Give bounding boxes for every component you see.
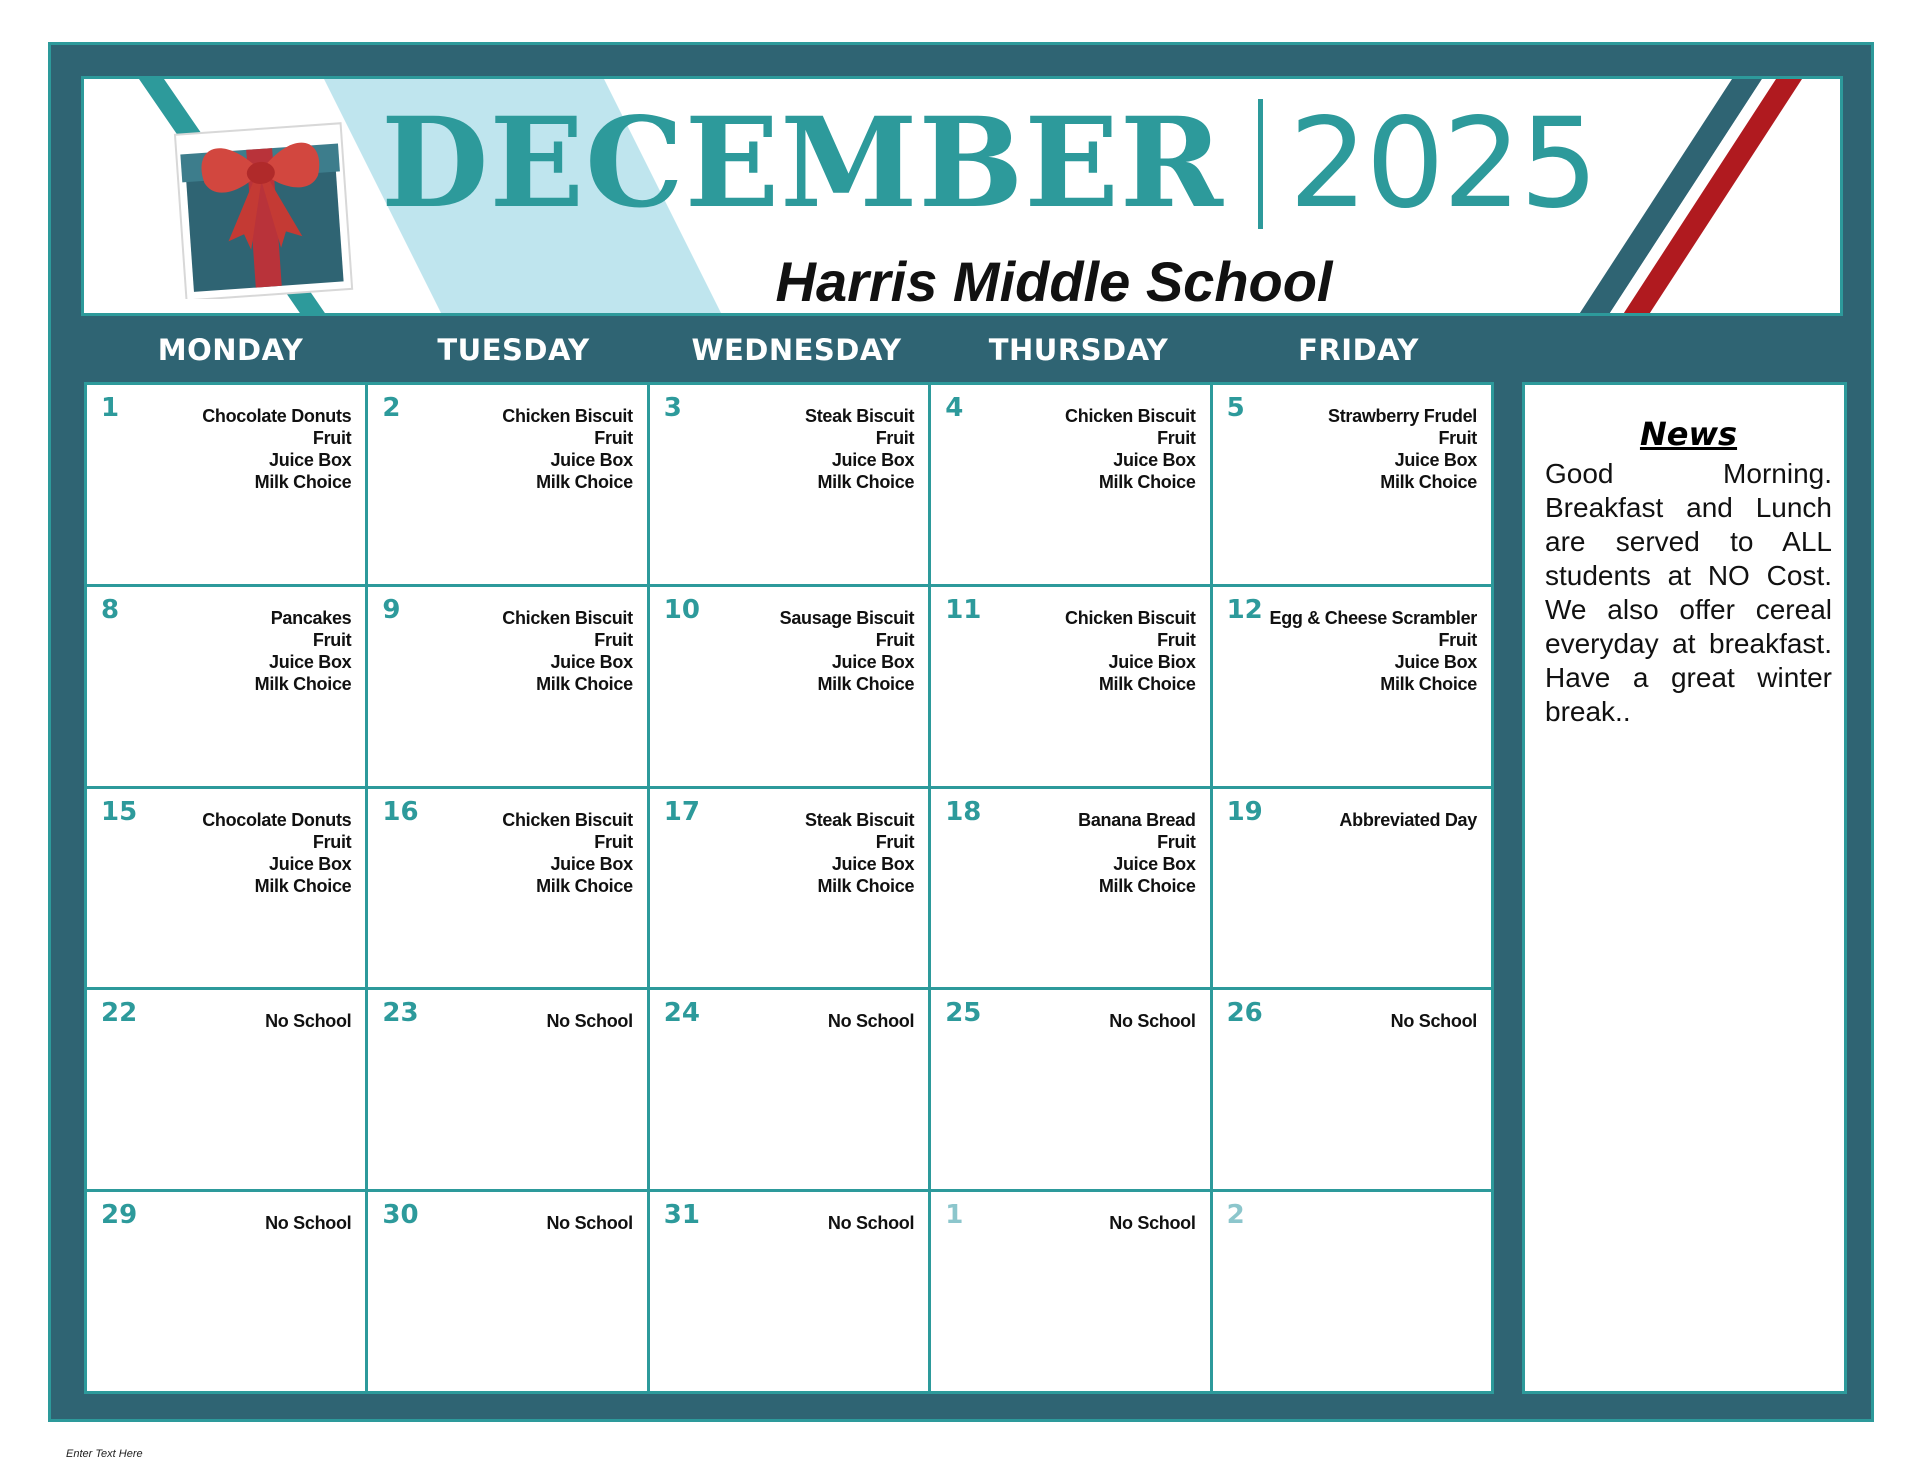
day-cell <box>931 789 1209 988</box>
school-name: Harris Middle School <box>775 250 1333 313</box>
day-cell <box>1213 1192 1491 1391</box>
day-cell <box>931 587 1209 786</box>
menu-item: No School <box>1109 1213 1196 1234</box>
menu-item: Strawberry Frudel <box>1328 406 1477 426</box>
menu-item: Banana Bread <box>1078 809 1196 830</box>
day-number: 18 <box>945 796 982 827</box>
day-cell <box>931 1192 1209 1391</box>
day-menu <box>1078 809 1195 897</box>
menu-item: Milk Choice <box>254 673 352 694</box>
day-menu <box>546 1010 632 1032</box>
menu-item: Fruit <box>1157 428 1196 448</box>
day-number: 22 <box>101 998 138 1029</box>
menu-item: Juice Box <box>831 853 915 874</box>
day-number: 17 <box>663 796 700 827</box>
day-menu <box>255 607 352 695</box>
menu-item: Chocolate Donuts <box>202 406 352 426</box>
day-number: 19 <box>1226 796 1263 827</box>
day-number: 31 <box>663 1200 700 1231</box>
day-number: 30 <box>382 1200 419 1231</box>
day-menu <box>828 1010 914 1032</box>
menu-item: No School <box>1390 1011 1477 1032</box>
menu-item: Milk Choice <box>536 875 633 896</box>
menu-item: Milk Choice <box>1098 875 1196 896</box>
footer-text: Enter Text Here <box>66 1448 143 1460</box>
day-number: 23 <box>382 998 419 1029</box>
day-menu <box>1391 1010 1477 1032</box>
day-cell <box>87 385 365 584</box>
day-number: 1 <box>945 1200 964 1231</box>
menu-item: Sausage Biscuit <box>779 607 915 628</box>
menu-item: Milk Choice <box>1380 472 1477 492</box>
menu-item: Milk Choice <box>817 472 915 492</box>
day-menu <box>546 1212 632 1234</box>
menu-item: No School <box>265 1011 352 1032</box>
day-menu <box>1109 1212 1195 1234</box>
day-menu <box>1065 607 1196 695</box>
menu-item: Milk Choice <box>817 673 915 694</box>
day-menu <box>1328 405 1477 493</box>
menu-item: Milk Choice <box>536 673 633 694</box>
weekday-header: WEDNESDAY <box>691 333 902 367</box>
news-title: News <box>1639 415 1738 453</box>
day-number: 16 <box>382 796 419 827</box>
menu-item: Steak Biscuit <box>805 406 915 426</box>
day-menu <box>265 1010 351 1032</box>
menu-item: No School <box>827 1213 915 1234</box>
day-number: 10 <box>663 594 700 625</box>
day-number: 1 <box>101 393 120 423</box>
menu-item: Pancakes <box>270 607 352 628</box>
menu-item: Milk Choice <box>817 875 915 896</box>
menu-item: Juice Box <box>269 450 352 470</box>
day-menu <box>502 809 633 897</box>
day-cell <box>368 587 646 786</box>
title-divider <box>1258 99 1263 229</box>
day-number: 11 <box>945 594 982 625</box>
day-cell <box>931 385 1209 584</box>
day-menu <box>780 607 915 695</box>
menu-item: Chicken Biscuit <box>502 406 633 426</box>
day-cell <box>87 789 365 988</box>
calendar-title <box>381 89 1596 239</box>
menu-item: Milk Choice <box>254 472 352 492</box>
menu-item: Fruit <box>1438 629 1477 650</box>
menu-item: Chicken Biscuit <box>502 607 633 628</box>
day-cell <box>368 1192 646 1391</box>
day-cell <box>650 587 928 786</box>
day-cell <box>1213 587 1491 786</box>
day-menu <box>828 1212 914 1234</box>
menu-item: Juice Box <box>1113 853 1196 874</box>
day-cell <box>87 1192 365 1391</box>
menu-item: Chicken Biscuit <box>1065 406 1196 426</box>
menu-item: Milk Choice <box>536 472 633 492</box>
news-body: Good Morning. Breakfast and Lunch are served to ALL students at NO Cost. We also offer cereal everyday at breakfast. Have a great winter break.. <box>1545 458 1832 727</box>
day-cell <box>87 990 365 1189</box>
menu-item: Fruit <box>1157 831 1196 852</box>
day-number: 25 <box>945 998 982 1029</box>
day-number: 15 <box>101 796 138 827</box>
weekday-header: FRIDAY <box>1298 333 1419 367</box>
menu-item: Juice Box <box>550 651 633 672</box>
day-menu <box>1109 1010 1195 1032</box>
menu-item: Fruit <box>1438 428 1477 448</box>
menu-item: Juice Box <box>269 853 352 874</box>
weekday-header: MONDAY <box>157 333 304 367</box>
calendar-grid <box>84 382 1494 1394</box>
month-title: DECEMBER <box>381 91 1224 236</box>
day-number: 2 <box>382 393 401 423</box>
menu-item: Fruit <box>1157 629 1196 650</box>
menu-item: Fruit <box>312 428 352 448</box>
menu-item: No School <box>827 1011 915 1032</box>
day-menu <box>202 405 351 493</box>
day-number: 29 <box>101 1200 138 1231</box>
day-menu <box>1339 809 1477 831</box>
menu-item: Juice Box <box>1394 651 1477 672</box>
day-number: 3 <box>663 393 682 423</box>
day-cell <box>1213 990 1491 1189</box>
menu-item: Chicken Biscuit <box>1065 607 1196 628</box>
menu-item: Fruit <box>875 831 915 852</box>
day-number: 4 <box>945 393 964 423</box>
day-menu <box>502 607 633 695</box>
menu-item: Chicken Biscuit <box>502 809 633 830</box>
day-cell <box>1213 789 1491 988</box>
day-cell <box>1213 385 1491 584</box>
menu-item: Fruit <box>594 629 633 650</box>
day-cell <box>931 990 1209 1189</box>
menu-item: Fruit <box>594 428 633 448</box>
day-cell <box>368 789 646 988</box>
menu-item: Fruit <box>875 629 915 650</box>
day-number: 24 <box>663 998 700 1029</box>
menu-item: Milk Choice <box>254 875 352 896</box>
weekday-header: TUESDAY <box>437 333 590 367</box>
day-menu <box>805 405 914 493</box>
day-number: 12 <box>1226 594 1263 625</box>
menu-item: No School <box>546 1213 633 1234</box>
day-number: 8 <box>101 594 120 625</box>
menu-item: Fruit <box>312 629 352 650</box>
menu-item: Juice Box <box>831 450 915 470</box>
menu-item: Milk Choice <box>1098 673 1196 694</box>
menu-item: Juice Box <box>269 651 352 672</box>
news-panel <box>1522 382 1847 1394</box>
menu-item: No School <box>265 1213 352 1234</box>
menu-item: Fruit <box>594 831 633 852</box>
menu-item: Juice Box <box>1394 450 1477 470</box>
day-menu <box>805 809 914 897</box>
menu-item: Juice Biox <box>1108 651 1196 672</box>
weekday-header: THURSDAY <box>988 333 1169 367</box>
day-cell <box>650 990 928 1189</box>
menu-item: Juice Box <box>550 450 633 470</box>
day-cell <box>87 587 365 786</box>
day-menu <box>1065 405 1196 493</box>
menu-item: Milk Choice <box>1380 673 1477 694</box>
day-menu <box>1270 607 1477 695</box>
day-menu <box>502 405 633 493</box>
day-cell <box>650 1192 928 1391</box>
gift-icon <box>166 109 356 299</box>
day-cell <box>368 990 646 1189</box>
year-title: 2025 <box>1288 92 1597 236</box>
menu-item: Steak Biscuit <box>805 809 915 830</box>
menu-item: Juice Box <box>1113 450 1196 470</box>
day-cell <box>368 385 646 584</box>
menu-item: Fruit <box>875 428 915 448</box>
calendar-banner <box>81 76 1843 316</box>
menu-item: Abbreviated Day <box>1339 809 1477 830</box>
menu-item: Fruit <box>312 831 352 852</box>
menu-item: Juice Box <box>831 651 915 672</box>
day-number: 9 <box>382 594 401 625</box>
day-menu <box>202 809 351 897</box>
day-number: 2 <box>1226 1200 1245 1231</box>
menu-item: Milk Choice <box>1098 472 1196 492</box>
day-cell <box>650 385 928 584</box>
menu-item: Juice Box <box>550 853 633 874</box>
menu-item: Egg & Cheese Scrambler <box>1269 607 1477 628</box>
day-number: 5 <box>1226 393 1245 423</box>
day-cell <box>650 789 928 988</box>
menu-item: No School <box>546 1011 633 1032</box>
menu-item: Chocolate Donuts <box>202 809 352 830</box>
day-number: 26 <box>1226 998 1263 1029</box>
menu-item: No School <box>1109 1011 1196 1032</box>
day-menu <box>265 1212 351 1234</box>
